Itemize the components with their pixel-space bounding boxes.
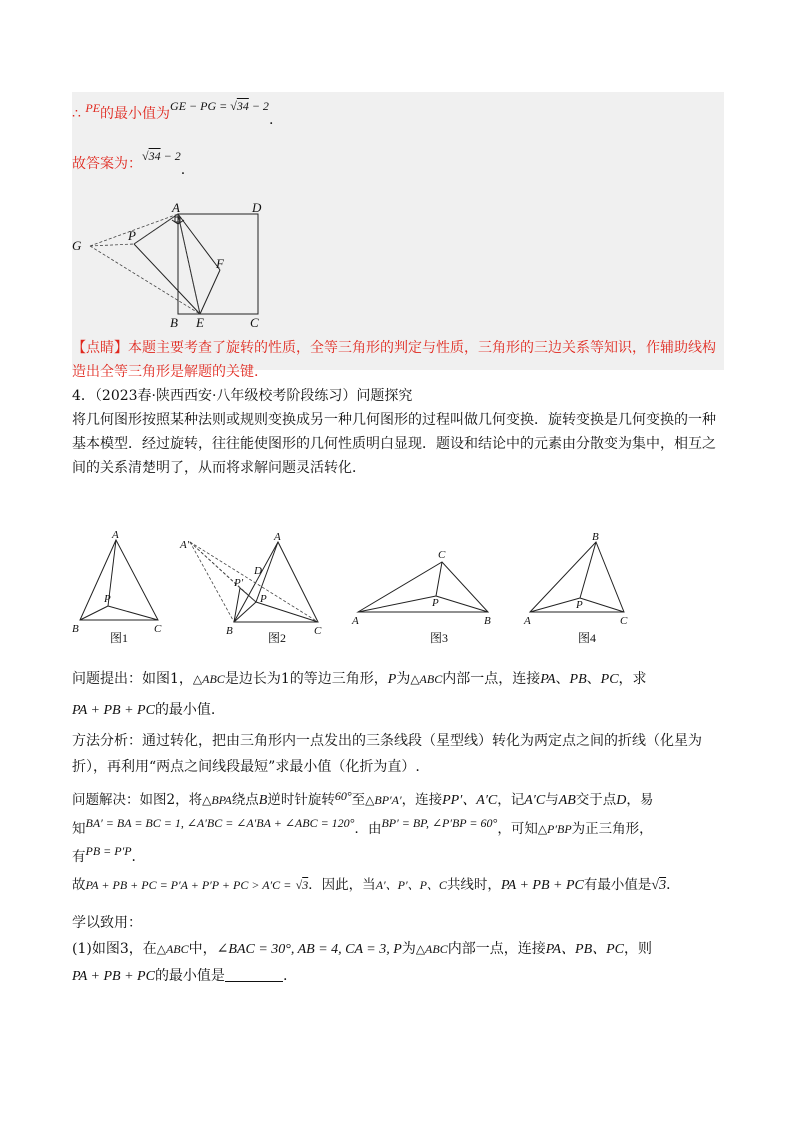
fig4-pa (530, 598, 580, 612)
fig2-a-prime-b (190, 542, 234, 622)
label-b: B (170, 315, 178, 330)
fig2-pc (256, 602, 318, 622)
figure-3 (358, 562, 488, 612)
solution-figure (72, 200, 272, 330)
method-analysis: 方法分析：通过转化，把由三角形内一点发出的三条线段（星型线）转化为两定点之间的折线（化星为 折），再利用“两点之间线段最短”求最小值（化折为直）. (72, 733, 702, 775)
fig2-label-a-prime: A′ (180, 539, 190, 551)
answer-minus-two: − 2 (160, 149, 181, 163)
fig1-label-p: P (104, 593, 111, 605)
dianjing-line-2: 造出全等三角形是解题的关键. (72, 364, 259, 380)
dianjing-note (72, 336, 728, 384)
fig4-caption: 图4 (578, 631, 597, 645)
fig2-label-a: A (274, 531, 281, 543)
fig4-label-p: P (576, 599, 583, 611)
fig1-triangle (80, 540, 158, 620)
fig2-label-p: P (260, 593, 267, 605)
label-p: P (128, 228, 136, 243)
segment-pe (134, 244, 200, 314)
fig4-label-c: C (620, 615, 628, 627)
pe-label: PE (85, 101, 101, 115)
fig1-label-b: B (72, 623, 79, 635)
solution-conclusion-line: ∴ PE的最小值为GE − PG = √34 − 2. (72, 99, 274, 128)
question-header: 4．（2023春·陕西西安·八年级校考阶段练习）问题探究 (72, 388, 413, 404)
fig3-caption: 图3 (430, 631, 449, 645)
fig1-label-a: A (112, 530, 119, 541)
question-4 (72, 384, 728, 480)
problem-statement: 问题提出：如图1，△ABC是边长为1的等边三角形，P为△ABC内部一点，连接PA、PB、PC，求 PA + PB + PC的最小值. (72, 671, 647, 718)
label-c: C (250, 315, 259, 330)
figure-2 (234, 542, 318, 622)
intro-line-1: 将几何图形按照某种法则或规则变换成另一种几何图形的过程叫做几何变换．旋转变换是几何变换的一种 (72, 412, 716, 428)
answer-sqrt-34: 34 (148, 149, 161, 163)
segment-fe (200, 270, 220, 314)
minus-two: − 2 (248, 99, 269, 113)
answer-label: 故答案为： (72, 156, 142, 172)
fig2-label-b: B (226, 625, 233, 637)
fig1-caption: 图1 (110, 631, 129, 645)
fig3-label-c: C (438, 549, 446, 561)
fig4-pc (580, 598, 624, 612)
fig4-label-b: B (592, 531, 599, 543)
intro-line-3: 间的关系清楚明了，从而将求解问题灵活转化． (72, 460, 366, 476)
fig1-pc (108, 606, 158, 620)
fig3-label-p: P (432, 597, 439, 609)
therefore-symbol: ∴ (72, 106, 81, 122)
fig2-label-c: C (314, 625, 322, 637)
label-a: A (172, 200, 180, 215)
fig2-a-prime-p (190, 542, 256, 602)
fig3-label-a: A (352, 615, 359, 627)
label-f: F (216, 256, 224, 271)
label-g: G (72, 238, 82, 253)
label-e: E (196, 315, 204, 330)
fig2-a-prime-c (190, 542, 318, 622)
label-d: D (252, 200, 262, 215)
answer-line: 故答案为：√34 − 2. (72, 149, 186, 178)
fig3-pa (358, 596, 436, 612)
fig2-label-d: D (254, 565, 262, 577)
fig2-caption: 图2 (268, 631, 287, 645)
dashed-gp (90, 244, 134, 246)
answer-dot: . (180, 162, 186, 178)
fig2-label-p-prime: P′ (234, 577, 244, 589)
solution-explanation: 问题解决：如图2，将△BPA绕点B逆时针旋转60°至△BP′A′，连接PP′、A′C，记A′C与AB交于点D，易 知BA′ = BA = BC = 1, ∠A′BC = ∠A′BA + ∠ABC = 120°．由BP′ = BP, ∠P′BP = 60°，可知△P′BP为正三角形， 有PB = P′P. 故PA + PB + PC = P′A + P′P + PC > A′C = √3．因此，当A′、P′、P、C共线时，PA + PB + PC有最小值是√3. (72, 789, 671, 893)
min-text: 的最小值为 (100, 106, 171, 122)
answer-blank[interactable] (225, 967, 283, 982)
fig3-label-b: B (484, 615, 491, 627)
dianjing-tag: 【点睛】 (72, 340, 128, 356)
figures-row (70, 530, 730, 650)
fig1-label-c: C (154, 623, 162, 635)
dianjing-line-1: 本题主要考查了旋转的性质，全等三角形的判定与性质，三角形的三边关系等知识，作辅助线构 (128, 340, 716, 356)
fig1-pb (80, 606, 108, 620)
fig3-triangle (358, 562, 488, 612)
sqrt-34: 34 (236, 99, 249, 113)
dashed-pa (134, 214, 178, 244)
application-section: 学以致用： (1)如图3，在△ABC中，∠BAC = 30°, AB = 4, CA = 3, P为△ABC内部一点，连接PA、PB、PC，则 PA + PB + PC的最小值是 . (72, 915, 653, 984)
fig4-label-a: A (524, 615, 531, 627)
eq-lhs: GE − PG = (170, 99, 228, 113)
end-dot: . (268, 112, 274, 128)
fig3-pc (436, 562, 442, 596)
intro-line-2: 基本模型．经过旋转，往往能使图形的几何性质明白显现．题设和结论中的元素由分散变为集中，相互之 (72, 436, 716, 452)
figure-1 (80, 540, 158, 620)
